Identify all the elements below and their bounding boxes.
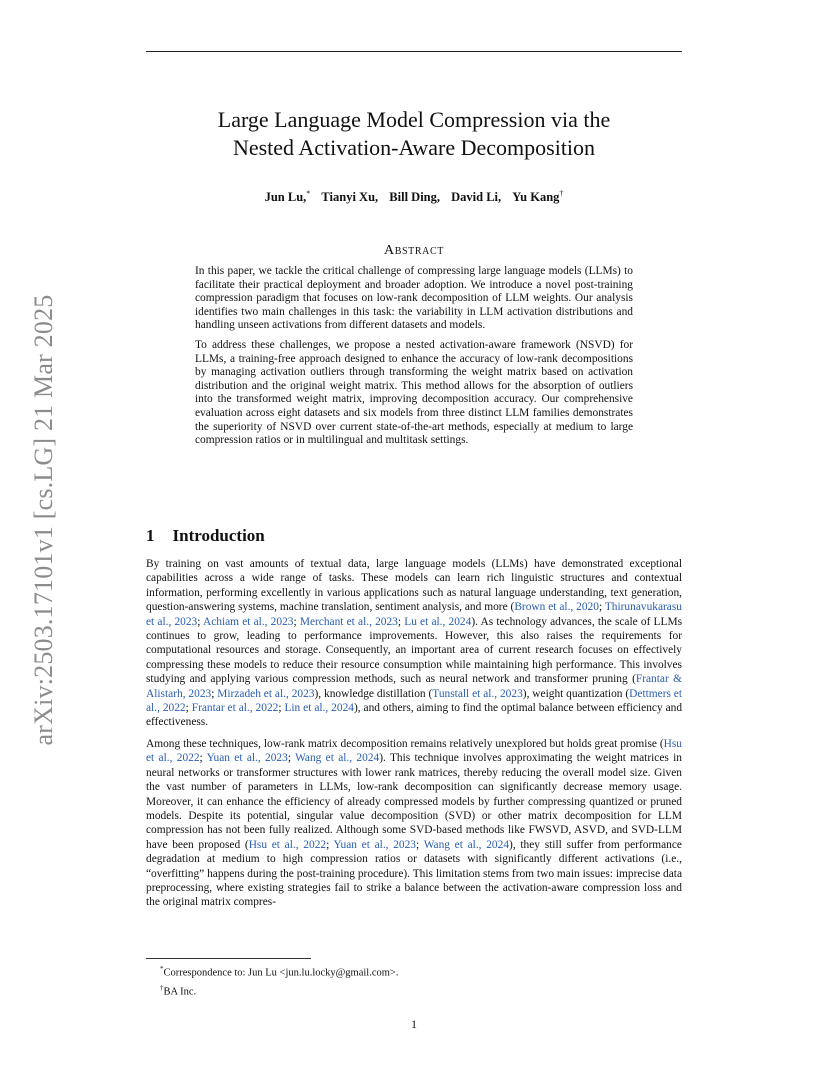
paragraph-text: ; xyxy=(199,752,207,765)
intro-paragraph-2 xyxy=(146,737,682,910)
citation-link[interactable]: Achiam et al., 2023 xyxy=(202,615,294,628)
paragraph-text: ; xyxy=(293,615,300,628)
page-number: 1 xyxy=(411,1017,417,1031)
introduction-body xyxy=(146,557,682,917)
citation-link[interactable]: Thirunavukarasu et al., 2023 xyxy=(146,601,682,628)
footnotes xyxy=(160,962,398,999)
citation-link[interactable]: Lu et al., 2024 xyxy=(404,615,472,628)
paragraph-text: ; xyxy=(185,702,192,715)
section-heading xyxy=(146,526,265,546)
paragraph-text: ; xyxy=(416,838,424,851)
paragraph-text: ; xyxy=(326,838,334,851)
paper-title xyxy=(146,106,682,162)
paragraph-text: ), weight quantization ( xyxy=(522,687,630,700)
citation-link[interactable]: Mirzadeh et al., 2023 xyxy=(217,687,315,700)
citation-link[interactable]: Tunstall et al., 2023 xyxy=(432,687,523,700)
paragraph-text: By training on vast amounts of textual data, large language models (LLMs) have demonstrated exceptional capabilities across a wide range of tasks. These models can learn rich linguistic structures and contextual information, performing excellently in various applications such as natural language understanding, text generation, question-answering systems, machine translation, sentiment analysis, and more ( xyxy=(146,558,682,614)
paragraph-text: ), and others, aiming to find the optimal balance between efficiency and effectiveness. xyxy=(146,702,683,729)
paragraph-text: ; xyxy=(211,687,218,700)
author-list xyxy=(146,189,682,205)
section-number: 1 xyxy=(146,526,155,545)
footnote-affiliation: †BA Inc. xyxy=(160,983,197,997)
abstract-paragraph-1: In this paper, we tackle the critical challenge of compressing large language models (LLMs) to facilitate their practical deployment and broader adoption. We introduce a novel post-training compression paradigm that focuses on low-rank decomposition of LLM weights. Our analysis identifies two main challenges in this task: the variability in LLM activation distributions and handling unseen activations from different datasets and models. xyxy=(195,265,633,332)
citation-link[interactable]: Dettmers et al., 2022 xyxy=(146,687,683,715)
abstract-heading: Abstract xyxy=(384,243,444,258)
paragraph-text: ), they still suffer from performance degradation at medium to high compression ratios or datasets with significantly different activations (i.e., “overfitting” happens during the post-training procedure). This limitation stems from two main issues: imprecise data preprocessing, where existing strategies fail to strike a balance between the activation-aware compression loss and the original matrix compres- xyxy=(146,838,682,909)
paragraph-text: ; xyxy=(287,752,296,765)
title-line-2: Nested Activation-Aware Decomposition xyxy=(232,135,596,160)
abstract-paragraph-2: To address these challenges, we propose a nested activation-aware framework (NSVD) for LLMs, a training-free approach designed to enhance the accuracy of low-rank decompositions by managing activation outliers through transforming the weight matrix based on activation distribution and the original weight matrix. This method allows for the absorption of outliers into the transformed weight matrix, improving decomposition accuracy. Our comprehensive evaluation across eight datasets and six models from three distinct LLM families demonstrates the superiority of NSVD over current state-of-the-art methods, especially at medium to large compression ratios or in multilingual and multitask settings. xyxy=(195,338,633,447)
arxiv-identifier: arXiv:2503.17101v1 [cs.LG] 21 Mar 2025 xyxy=(29,294,58,746)
abstract xyxy=(195,265,633,454)
paragraph-text: ; xyxy=(397,615,405,628)
section-title: Introduction xyxy=(172,526,265,545)
citation-link[interactable]: Wang et al., 2024 xyxy=(295,752,380,765)
paragraph-text: ). As technology advances, the scale of LLMs continues to grow, leading to performance improvements. However, this also raises the requirements for computational resources and storage. Consequently, an important area of current research focuses on effectively compressing these models to reduce their resource consumption while maintaining high performance. This involves studying and applying various compression methods, such as neural network and transformer pruning ( xyxy=(146,615,683,686)
paragraph-text: ; xyxy=(197,615,203,628)
paragraph-text: ; xyxy=(598,601,605,614)
paragraph-text: ; xyxy=(278,702,285,715)
author-3: Bill Ding, xyxy=(389,190,440,205)
paragraph-text: ). This technique involves approximating the weight matrices in neural networks or transformer structures with lower rank matrices, thereby reducing the overall model size. Given the vast number of parameters in LLMs, low-rank decomposition can significantly decrease memory usage. Moreover, it can enhance the efficiency of already compressed models by further compressing quantized or pruned models. Despite its potential, singular value decomposition (SVD) or other matrix decomposition for LLM compression has not been fully realized. Although some SVD-based methods like FWSVD, ASVD, and SVD-LLM have been proposed ( xyxy=(146,752,682,851)
citation-link[interactable]: Yuan et al., 2023 xyxy=(333,838,417,851)
author-2: Tianyi Xu, xyxy=(321,190,379,205)
title-line-1: Large Language Model Compression via the xyxy=(217,107,611,132)
citation-link[interactable]: Hsu et al., 2022 xyxy=(146,737,682,765)
footnote-correspondence: *Correspondence to: Jun Lu <jun.lu.locky@gmail.com>. xyxy=(160,965,399,979)
citation-link[interactable]: Yuan et al., 2023 xyxy=(206,752,288,765)
footnote-rule xyxy=(146,958,311,959)
top-rule xyxy=(146,51,682,52)
author-4: David Li, xyxy=(451,190,502,205)
citation-link[interactable]: Merchant et al., 2023 xyxy=(299,615,398,628)
citation-link[interactable]: Wang et al., 2024 xyxy=(423,838,510,851)
citation-link[interactable]: Frantar et al., 2022 xyxy=(191,702,279,715)
intro-paragraph-1 xyxy=(146,557,682,730)
author-1: Jun Lu,* xyxy=(264,189,311,205)
paragraph-text: ), knowledge distillation ( xyxy=(314,687,433,700)
citation-link[interactable]: Brown et al., 2020 xyxy=(514,601,599,614)
citation-link[interactable]: Hsu et al., 2022 xyxy=(248,838,327,851)
citation-link[interactable]: Frantar & Alistarh, 2023 xyxy=(146,673,682,700)
citation-link[interactable]: Lin et al., 2024 xyxy=(284,702,354,715)
author-5: Yu Kang† xyxy=(512,189,564,205)
paragraph-text: Among these techniques, low-rank matrix decomposition remains relatively unexplored but holds great promise ( xyxy=(146,737,664,750)
